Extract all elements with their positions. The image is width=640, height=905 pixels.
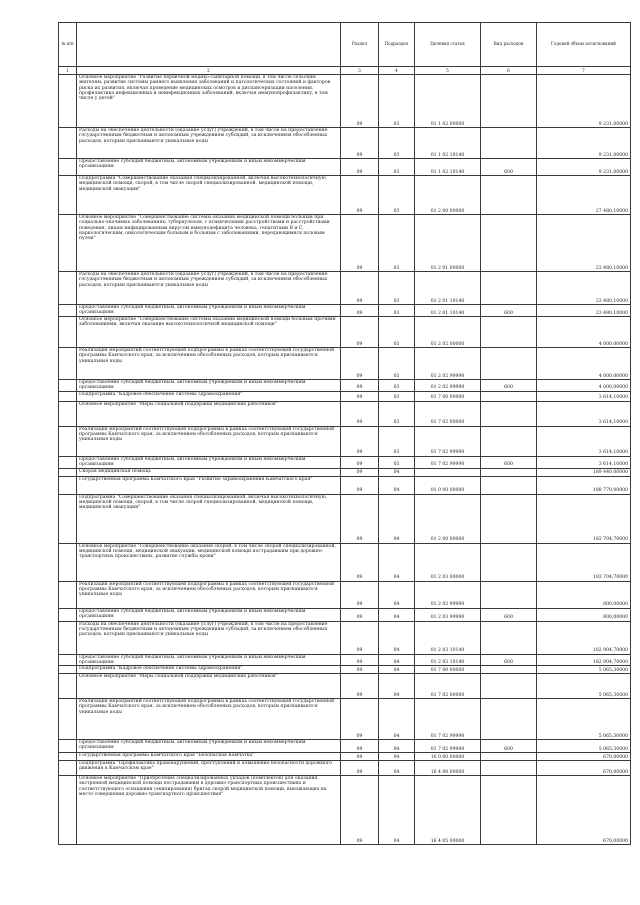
row-target-cell: 01 2 00 00000 [415, 494, 481, 543]
row-subsection-cell: 04 [379, 761, 415, 776]
row-number-cell [59, 75, 77, 128]
row-subsection-cell: 03 [379, 272, 415, 305]
row-section-cell: 09 [341, 128, 379, 159]
row-kind-cell: 600 [481, 305, 537, 317]
table-row [59, 391, 631, 401]
row-section-cell: 09 [341, 776, 379, 845]
header-row-no: № п/п [59, 23, 77, 67]
header-kind: Вид расходов [481, 23, 537, 67]
row-subsection-cell: 03 [379, 380, 415, 392]
row-kind-cell [481, 699, 537, 740]
row-amount-cell: 23 480,10000 [537, 215, 631, 272]
row-target-cell: 16 4 00 00000 [415, 761, 481, 776]
row-subsection-cell: 04 [379, 654, 415, 666]
row-number-cell [59, 128, 77, 159]
table-row [59, 543, 631, 581]
row-section-cell: 09 [341, 543, 379, 581]
row-number-cell [59, 468, 77, 476]
row-name-cell: Расходы на обеспечение деятельности (оказание услуг) учреждений, в том числе на предоставление государственным бюджетным и автономным учреждениям субсидий, за исключением обособленных расходов, которым присваиваются уникальные коды [77, 128, 341, 159]
table-row [59, 581, 631, 608]
row-number-cell [59, 348, 77, 380]
row-target-cell: 01 2 03 99990 [415, 581, 481, 608]
row-number-cell [59, 699, 77, 740]
row-kind-cell [481, 776, 537, 845]
row-section-cell: 09 [341, 608, 379, 621]
table-row [59, 621, 631, 654]
row-subsection-cell: 03 [379, 348, 415, 380]
row-target-cell: 16 4 05 00000 [415, 776, 481, 845]
row-kind-cell [481, 753, 537, 761]
row-kind-cell [481, 272, 537, 305]
table-row [59, 380, 631, 392]
row-target-cell: 01 2 03 00000 [415, 543, 481, 581]
row-subsection-cell: 03 [379, 401, 415, 426]
table-body [59, 75, 631, 845]
row-target-cell: 01 7 02 99990 [415, 426, 481, 456]
row-subsection-cell: 03 [379, 456, 415, 468]
row-section-cell: 09 [341, 317, 379, 348]
row-name-cell: Предоставление субсидий бюджетным, автономным учреждениям и иным некоммерческим организациям [77, 159, 341, 176]
header-subsection: Подраздел [379, 23, 415, 67]
row-target-cell [415, 468, 481, 476]
row-amount-cell: 23 480,10000 [537, 305, 631, 317]
row-target-cell: 01 2 02 99990 [415, 380, 481, 392]
table-row [59, 75, 631, 128]
row-amount-cell: 3 614,10000 [537, 401, 631, 426]
row-subsection-cell: 03 [379, 305, 415, 317]
row-amount-cell: 800,00000 [537, 581, 631, 608]
row-kind-cell: 600 [481, 740, 537, 753]
row-name-cell: Государственная программа Камчатского края "Развитие здравоохранения Камчатского края" [77, 476, 341, 494]
header-target: Целевая статья [415, 23, 481, 67]
row-name-cell: Предоставление субсидий бюджетным, автономным учреждениям и иным некоммерческим организациям [77, 608, 341, 621]
row-subsection-cell: 04 [379, 608, 415, 621]
row-amount-cell: 183 704,70000 [537, 494, 631, 543]
row-target-cell: 01 1 02 10140 [415, 128, 481, 159]
row-amount-cell: 182 904,70000 [537, 654, 631, 666]
row-number-cell [59, 380, 77, 392]
row-section-cell: 09 [341, 159, 379, 176]
row-target-cell: 01 2 03 10140 [415, 654, 481, 666]
row-subsection-cell: 04 [379, 753, 415, 761]
row-subsection-cell: 04 [379, 621, 415, 654]
row-section-cell: 09 [341, 654, 379, 666]
row-section-cell: 09 [341, 272, 379, 305]
row-name-cell: Расходы на обеспечение деятельности (оказание услуг) учреждений, в том числе на предоставление государственным бюджетным и автономным учреждениям субсидий, за исключением обособленных расходов, которым присваиваются уникальные коды [77, 272, 341, 305]
row-kind-cell [481, 426, 537, 456]
row-name-cell: Предоставление субсидий бюджетным, автономным учреждениям и иным некоммерческим организациям [77, 456, 341, 468]
row-kind-cell [481, 348, 537, 380]
row-name-cell: Основное мероприятие "Совершенствование системы оказания медицинской помощи больным прочими заболеваниями, включая оказание высокотехнологичной медицинской помощи" [77, 317, 341, 348]
header-section: Раздел [341, 23, 379, 67]
row-name-cell: Предоставление субсидий бюджетным, автономным учреждениям и иным некоммерческим организациям [77, 654, 341, 666]
table-row [59, 666, 631, 674]
row-section-cell: 09 [341, 476, 379, 494]
row-name-cell: Реализация мероприятий соответствующей подпрограммы в рамках соответствующей государственной программы Камчатского края, за исключением обособленных расходов, которым присваиваются уникальные коды [77, 581, 341, 608]
row-name-cell: Расходы на обеспечение деятельности (оказание услуг) учреждений, в том числе на предоставление государственным бюджетным и автономным учреждениям субсидий, за исключением обособленных расходов, которым присваиваются уникальные коды [77, 621, 341, 654]
row-target-cell: 01 7 00 00000 [415, 391, 481, 401]
row-subsection-cell: 04 [379, 674, 415, 699]
row-target-cell: 01 2 03 10140 [415, 621, 481, 654]
row-section-cell: 09 [341, 494, 379, 543]
row-amount-cell: 3 614,10000 [537, 426, 631, 456]
table-row [59, 608, 631, 621]
table-row [59, 654, 631, 666]
row-kind-cell: 600 [481, 608, 537, 621]
row-amount-cell: 670,00000 [537, 761, 631, 776]
row-number-cell [59, 740, 77, 753]
row-section-cell: 09 [341, 753, 379, 761]
row-kind-cell [481, 761, 537, 776]
row-section-cell: 09 [341, 380, 379, 392]
table-row [59, 699, 631, 740]
row-target-cell: 01 7 02 00000 [415, 674, 481, 699]
row-amount-cell: 183 704,70000 [537, 543, 631, 581]
row-target-cell: 01 0 00 00000 [415, 476, 481, 494]
row-section-cell: 09 [341, 176, 379, 215]
row-subsection-cell: 04 [379, 740, 415, 753]
row-kind-cell [481, 494, 537, 543]
row-target-cell: 01 7 00 00000 [415, 666, 481, 674]
row-amount-cell: 4 000,00000 [537, 380, 631, 392]
row-number-cell [59, 494, 77, 543]
row-amount-cell: 5 065,30000 [537, 699, 631, 740]
row-target-cell: 01 1 02 10140 [415, 159, 481, 176]
row-name-cell: Основное мероприятие "Совершенствование оказания скорой, в том числе скорой специализированной, медицинской помощи, медицинской эвакуации, медицинской помощи пострадавшим при дорожно-транспортных происшествиях, развитие службы крови" [77, 543, 341, 581]
row-number-cell [59, 654, 77, 666]
row-number-cell [59, 753, 77, 761]
row-number-cell [59, 426, 77, 456]
table-row [59, 176, 631, 215]
row-amount-cell: 9 231,00000 [537, 128, 631, 159]
row-number-cell [59, 543, 77, 581]
row-subsection-cell: 03 [379, 75, 415, 128]
row-number-cell [59, 666, 77, 674]
row-kind-cell [481, 215, 537, 272]
row-number-cell [59, 305, 77, 317]
header-amount: Годовой объем ассигнований [537, 23, 631, 67]
row-target-cell: 01 2 00 00000 [415, 176, 481, 215]
row-section-cell: 09 [341, 215, 379, 272]
row-name-cell: Подпрограмма "Кадровое обеспечение системы здравоохранения" [77, 666, 341, 674]
row-amount-cell: 800,00000 [537, 608, 631, 621]
table-row [59, 776, 631, 845]
row-kind-cell: 600 [481, 380, 537, 392]
row-number-cell [59, 176, 77, 215]
row-section-cell: 09 [341, 699, 379, 740]
row-amount-cell: 670,00000 [537, 753, 631, 761]
row-kind-cell [481, 75, 537, 128]
row-name-cell: Скорая медицинская помощь [77, 468, 341, 476]
row-target-cell: 01 2 01 00000 [415, 215, 481, 272]
column-number: 4 [379, 67, 415, 75]
row-number-cell [59, 456, 77, 468]
row-subsection-cell: 04 [379, 468, 415, 476]
row-name-cell: Предоставление субсидий бюджетным, автономным учреждениям и иным некоммерческим организациям [77, 380, 341, 392]
row-kind-cell: 600 [481, 456, 537, 468]
row-kind-cell [481, 401, 537, 426]
row-target-cell: 01 7 02 99990 [415, 456, 481, 468]
row-number-cell [59, 674, 77, 699]
budget-table [58, 22, 631, 845]
row-kind-cell [481, 391, 537, 401]
row-target-cell: 01 2 02 99990 [415, 348, 481, 380]
column-number: 5 [415, 67, 481, 75]
table-row [59, 674, 631, 699]
row-subsection-cell: 03 [379, 159, 415, 176]
row-target-cell: 01 2 01 10140 [415, 305, 481, 317]
column-number-row [59, 67, 631, 75]
row-amount-cell: 4 000,00000 [537, 317, 631, 348]
table-row [59, 426, 631, 456]
row-name-cell: Реализация мероприятий соответствующей подпрограммы в рамках соответствующей государственной программы Камчатского края, за исключением обособленных расходов, которым присваиваются уникальные коды [77, 699, 341, 740]
table-row [59, 761, 631, 776]
row-subsection-cell: 04 [379, 666, 415, 674]
row-number-cell [59, 317, 77, 348]
row-section-cell: 09 [341, 456, 379, 468]
table-row [59, 740, 631, 753]
row-amount-cell: 4 000,00000 [537, 348, 631, 380]
row-section-cell: 09 [341, 674, 379, 699]
row-subsection-cell: 03 [379, 128, 415, 159]
row-amount-cell: 189 440,00000 [537, 468, 631, 476]
row-target-cell: 01 2 03 99990 [415, 608, 481, 621]
row-section-cell: 09 [341, 348, 379, 380]
row-amount-cell: 23 480,10000 [537, 272, 631, 305]
table-row [59, 753, 631, 761]
row-number-cell [59, 215, 77, 272]
row-number-cell [59, 391, 77, 401]
row-target-cell: 01 2 01 10140 [415, 272, 481, 305]
column-number: 3 [341, 67, 379, 75]
row-name-cell: Реализация мероприятий соответствующей подпрограммы в рамках соответствующей государственной программы Камчатского края, за исключением обособленных расходов, которым присваиваются уникальные коды [77, 348, 341, 380]
row-kind-cell: 600 [481, 159, 537, 176]
row-target-cell: 01 1 02 00000 [415, 75, 481, 128]
row-number-cell [59, 608, 77, 621]
row-section-cell: 09 [341, 401, 379, 426]
table-header-row [59, 23, 631, 67]
row-kind-cell [481, 176, 537, 215]
row-name-cell: Подпрограмма "Профилактика правонарушений, преступлений и повышение безопасности дорожного движения в Камчатском крае" [77, 761, 341, 776]
row-amount-cell: 5 065,30000 [537, 740, 631, 753]
row-kind-cell [481, 128, 537, 159]
row-amount-cell: 5 065,30000 [537, 674, 631, 699]
table-row [59, 456, 631, 468]
row-amount-cell: 5 065,30000 [537, 666, 631, 674]
row-section-cell: 09 [341, 581, 379, 608]
row-amount-cell: 182 904,70000 [537, 621, 631, 654]
row-number-cell [59, 401, 77, 426]
row-target-cell: 01 7 02 99990 [415, 699, 481, 740]
row-subsection-cell: 03 [379, 176, 415, 215]
row-name-cell: Государственная программа Камчатского края "Безопасная Камчатка" [77, 753, 341, 761]
row-section-cell: 09 [341, 621, 379, 654]
row-name-cell: Подпрограмма "Кадровое обеспечение системы здравоохранения" [77, 391, 341, 401]
budget-document [58, 22, 630, 845]
row-number-cell [59, 272, 77, 305]
table-row [59, 159, 631, 176]
row-section-cell: 09 [341, 426, 379, 456]
table-row [59, 215, 631, 272]
row-kind-cell [481, 468, 537, 476]
row-number-cell [59, 761, 77, 776]
row-name-cell: Основное мероприятие "Меры социальной поддержки медицинских работников" [77, 674, 341, 699]
row-kind-cell [481, 666, 537, 674]
table-row [59, 305, 631, 317]
row-name-cell: Основное мероприятие "Развитие первичной медико-санитарной помощи, в том числе сельским жителям, развитие системы раннего выявления заболеваний и патологических состояний и факторов риска их развития, включая проведение медицинских осмотров и диспансеризации населения, профилактика инфекционных и неинфекционных заболеваний, включая иммунопрофилактику, в том числе у детей" [77, 75, 341, 128]
table-row [59, 348, 631, 380]
row-number-cell [59, 476, 77, 494]
row-name-cell: Основное мероприятие "Совершенствование системы оказания медицинской помощи больным при социально-значимых заболеваниях: туберкулезом, с психическими расстройствами и расстройствами поведения, лицам инфицированным вирусом иммунодефицита человека, гепатитами В и С, наркологическим, онкологическим больным и больным с заболеваниями, передающимися половым путем" [77, 215, 341, 272]
row-kind-cell [481, 621, 537, 654]
row-kind-cell: 600 [481, 654, 537, 666]
row-name-cell: Подпрограмма "Совершенствование оказания специализированной, включая высокотехнологичную, медицинской помощи, скорой, в том числе скорой специализированной, медицинской помощи, медицинской эвакуации" [77, 176, 341, 215]
row-number-cell [59, 621, 77, 654]
header-name [77, 23, 341, 67]
row-subsection-cell: 03 [379, 391, 415, 401]
row-amount-cell: 188 770,00000 [537, 476, 631, 494]
column-number: 7 [537, 67, 631, 75]
row-name-cell: Предоставление субсидий бюджетным, автономным учреждениям и иным некоммерческим организациям [77, 305, 341, 317]
row-amount-cell: 27 480,10000 [537, 176, 631, 215]
row-kind-cell [481, 581, 537, 608]
row-amount-cell: 3 614,10000 [537, 391, 631, 401]
row-amount-cell: 9 231,00000 [537, 75, 631, 128]
row-section-cell: 09 [341, 468, 379, 476]
table-row [59, 401, 631, 426]
row-name-cell: Реализация мероприятий соответствующей подпрограммы в рамках соответствующей государственной программы Камчатского края, за исключением обособленных расходов, которым присваиваются уникальные коды [77, 426, 341, 456]
row-section-cell: 09 [341, 391, 379, 401]
row-kind-cell [481, 317, 537, 348]
column-number: 1 [59, 67, 77, 75]
row-subsection-cell: 04 [379, 699, 415, 740]
table-row [59, 476, 631, 494]
column-number: 6 [481, 67, 537, 75]
table-row [59, 494, 631, 543]
row-section-cell: 09 [341, 740, 379, 753]
table-row [59, 468, 631, 476]
row-subsection-cell: 04 [379, 543, 415, 581]
column-number: 2 [77, 67, 341, 75]
table-row [59, 128, 631, 159]
row-subsection-cell: 04 [379, 494, 415, 543]
row-section-cell: 09 [341, 761, 379, 776]
row-name-cell: Основное мероприятие "Приобретение специализированных укладок (комплектов) для оказания экстренной медицинской помощи пострадавшим в дорожно-транспортных происшествиях и соответствующего оснащения (экипирования) бригад скорой медицинской помощи, выезжающих на место совершения дорожно-транспортного происшествия" [77, 776, 341, 845]
row-kind-cell [481, 674, 537, 699]
row-amount-cell: 3 614,10000 [537, 456, 631, 468]
row-target-cell: 16 0 00 00000 [415, 753, 481, 761]
row-section-cell: 09 [341, 305, 379, 317]
row-target-cell: 01 7 02 00000 [415, 401, 481, 426]
row-number-cell [59, 581, 77, 608]
row-name-cell: Предоставление субсидий бюджетным, автономным учреждениям и иным некоммерческим организациям [77, 740, 341, 753]
row-name-cell: Подпрограмма "Совершенствование оказания специализированной, включая высокотехнологичную, медицинской помощи, скорой, в том числе скорой специализированной, медицинской помощи, медицинской эвакуации" [77, 494, 341, 543]
row-amount-cell: 670,00000 [537, 776, 631, 845]
row-amount-cell: 9 231,00000 [537, 159, 631, 176]
row-number-cell [59, 159, 77, 176]
row-name-cell: Основное мероприятие "Меры социальной поддержки медицинских работников" [77, 401, 341, 426]
row-kind-cell [481, 476, 537, 494]
row-subsection-cell: 03 [379, 317, 415, 348]
row-subsection-cell: 03 [379, 215, 415, 272]
table-row [59, 317, 631, 348]
row-target-cell: 01 2 02 00000 [415, 317, 481, 348]
row-section-cell: 09 [341, 75, 379, 128]
row-subsection-cell: 04 [379, 581, 415, 608]
row-number-cell [59, 776, 77, 845]
row-section-cell: 09 [341, 666, 379, 674]
table-row [59, 272, 631, 305]
row-subsection-cell: 04 [379, 776, 415, 845]
row-subsection-cell: 03 [379, 426, 415, 456]
row-target-cell: 01 7 02 99990 [415, 740, 481, 753]
row-kind-cell [481, 543, 537, 581]
row-subsection-cell: 04 [379, 476, 415, 494]
